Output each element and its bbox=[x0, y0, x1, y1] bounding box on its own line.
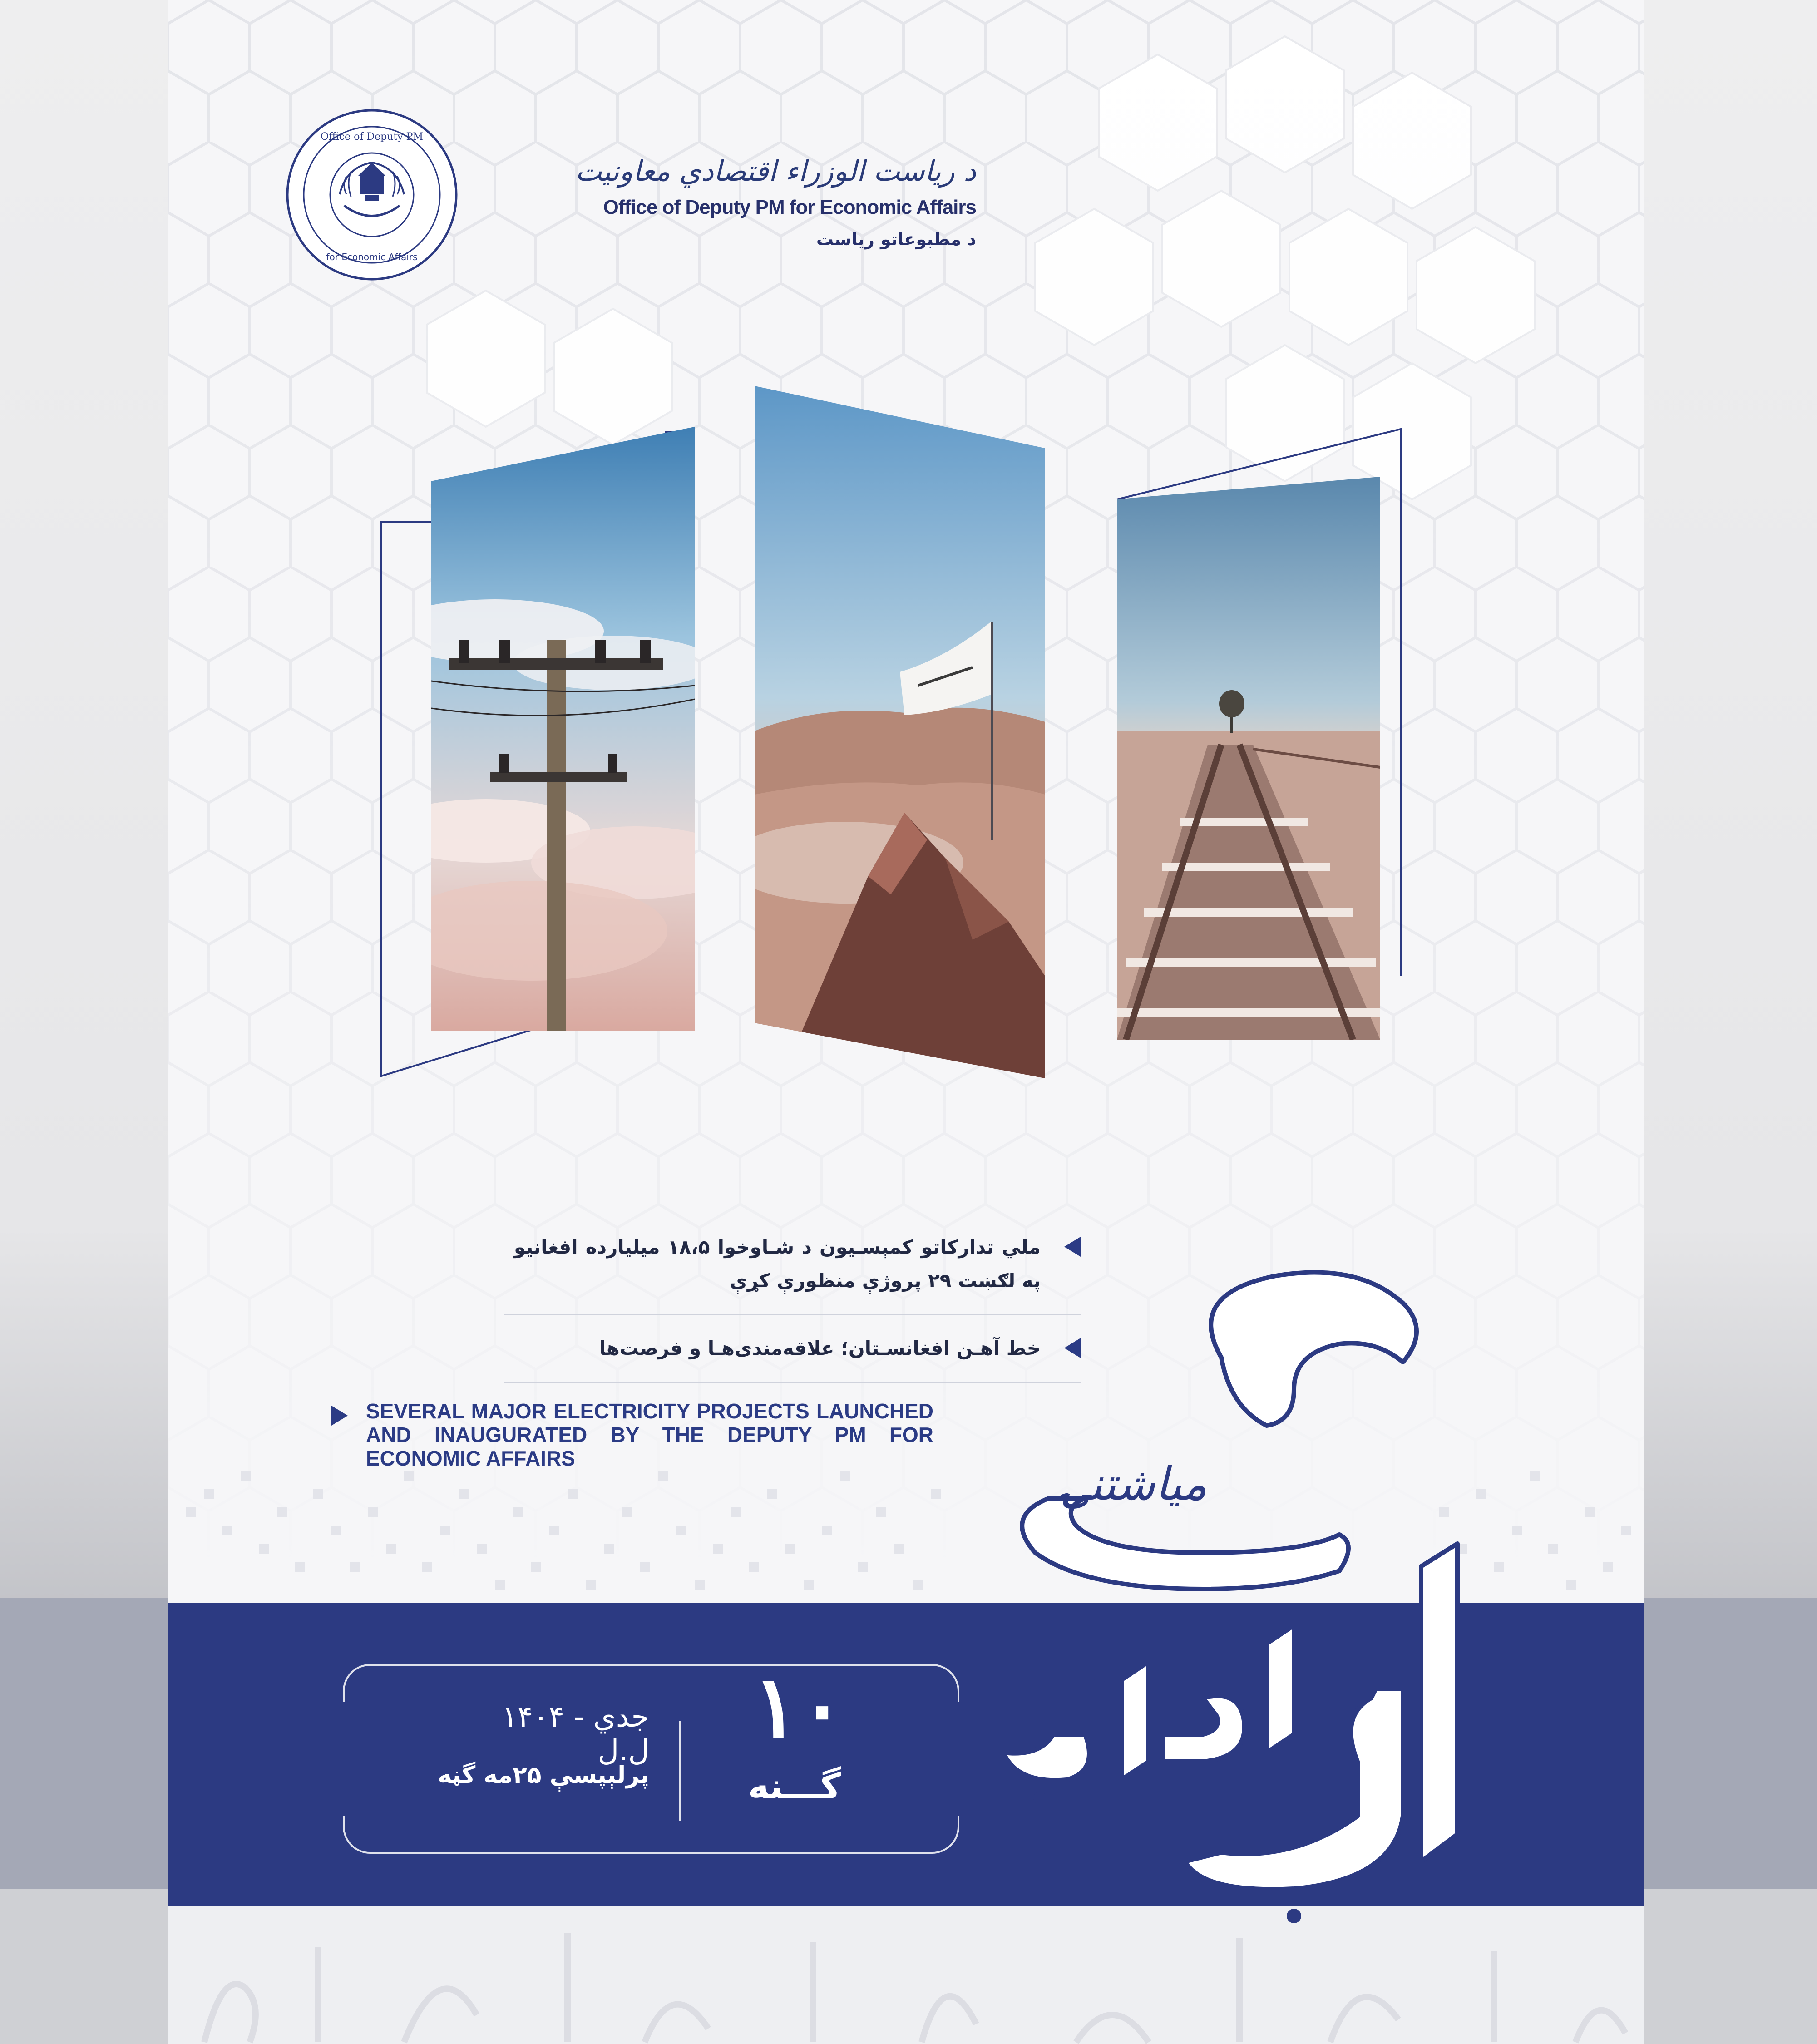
right-blur-strip bbox=[1644, 0, 1817, 2044]
left-blur-band bbox=[0, 1598, 168, 1889]
svg-text:Office of Deputy PM: Office of Deputy PM bbox=[321, 131, 423, 143]
publications-directorate: د مطبوعاتو رياست bbox=[816, 229, 976, 249]
svg-text:for Economic Affairs: for Economic Affairs bbox=[326, 252, 418, 262]
masthead-title-logo-icon bbox=[949, 1226, 1485, 1925]
railway-track-icon bbox=[1117, 477, 1380, 1040]
office-name-english: Office of Deputy PM for Economic Affairs bbox=[603, 196, 976, 218]
pointer-right-icon bbox=[331, 1406, 348, 1426]
mountain-flag-photo bbox=[755, 386, 1045, 1078]
masthead-subtitle: مياشتنۍ bbox=[1063, 1457, 1207, 1511]
masthead-title bbox=[949, 1762, 953, 1766]
magazine-cover bbox=[168, 0, 1644, 2044]
mountain-flag-icon bbox=[755, 386, 1045, 1078]
headline-text: خط آهـن افغانسـتان؛ علاقه‌مندی‌هـا و فرصت‌ها bbox=[599, 1337, 1041, 1359]
headline-text: ملي تدارکاتو کمېسـيون د شـاوخوا ۱۸،۵ میلیارده افغانيو په لګښت ۲۹ پروژې منظورې کړې bbox=[514, 1236, 1041, 1292]
calligraphy-watermark-icon bbox=[168, 1906, 1644, 2044]
right-blur-band bbox=[1644, 1598, 1817, 1889]
left-blur-bottom bbox=[0, 1889, 168, 2044]
left-blur-strip bbox=[0, 0, 168, 2044]
info-separator bbox=[679, 1721, 681, 1821]
issue-date: جدي - ۱۴۰۴ ل.ل bbox=[502, 1700, 649, 1768]
parliament-issue: پرلېپسې ۲۵مه گڼه bbox=[438, 1762, 649, 1789]
right-blur-bottom bbox=[1644, 1889, 1817, 2044]
issue-number: ١٠ bbox=[752, 1656, 846, 1758]
headline-text: SEVERAL MAJOR ELECTRICITY PROJECTS LAUNCHED AND INAUGURATED BY THE DEPUTY PM FOR ECONOMIC AFFAIRS bbox=[366, 1399, 933, 1470]
railway-track-photo bbox=[1117, 477, 1380, 1040]
office-name-pashto: د رياست الوزراء اقتصادي معاونيت bbox=[575, 154, 976, 188]
electricity-pole-photo bbox=[431, 427, 695, 1031]
box-gap bbox=[340, 1702, 349, 1816]
electricity-pole-icon bbox=[431, 427, 695, 1031]
issue-label: گـــنه bbox=[748, 1766, 841, 1807]
